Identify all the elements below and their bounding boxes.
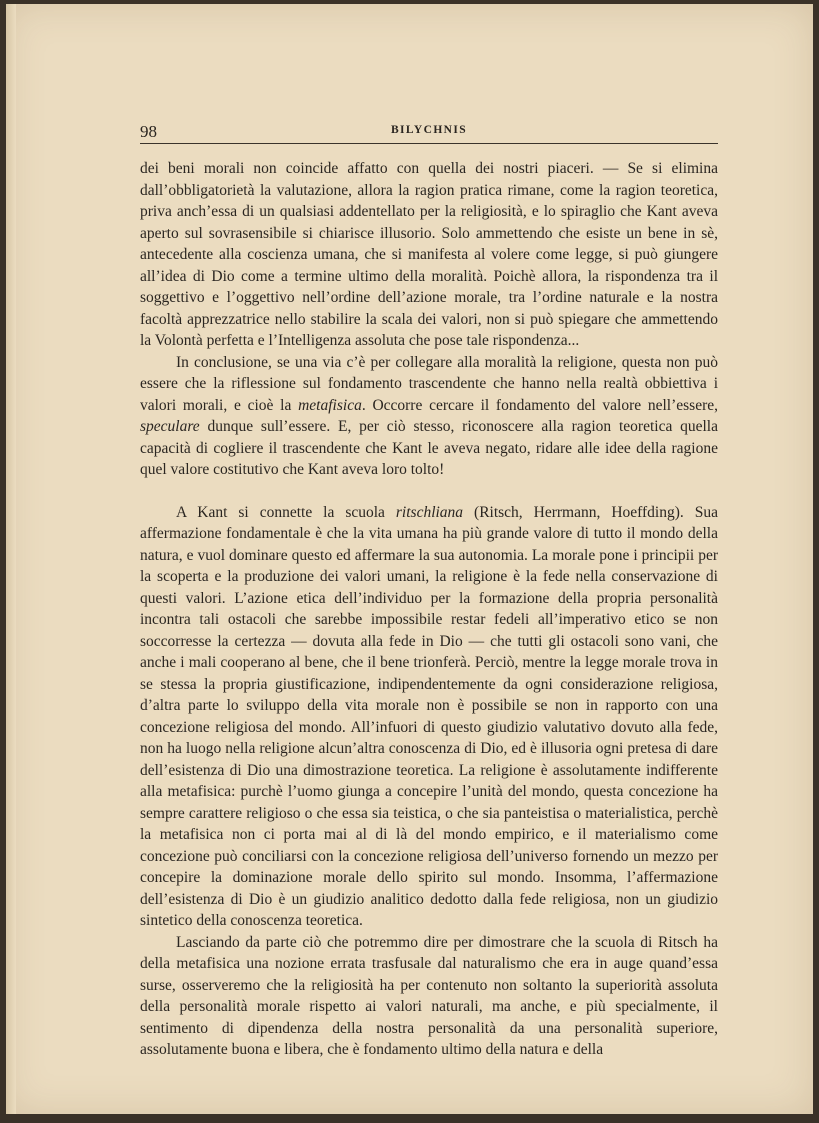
paragraph — [140, 932, 718, 1061]
text-run: (Ritsch, Herrmann, Hoeffding). Sua affermazione fondamentale è che la vita umana ha più grande valore di tutto il mondo della natura, e vuol dominare questo ed affermare la sua autonomia. La morale pone i principii per la scoperta e la produzione dei valori umani, la religione è la fede nella conservazione di questi valori. L’azione etica dell’individuo per la formazione della propria personalità incontra tali ostacoli che sarebbe impossibile restar fedeli all’imperativo etico se non soccorresse la certezza — dovuta alla fede in Dio — che tutti gli ostacoli sono vani, che anche i mali cooperano al bene, che il bene trionferà. Perciò, mentre la legge morale trova in se stessa la propria giustificazione, indipendentemente da ogni considerazione religiosa, d’altra parte lo sviluppo della vita morale non è possibile se non in rapporto con una concezione religiosa del mondo. All’infuori di questo giudizio valutativo dovuto alla fede, non ha luogo nella religione alcun’altra conoscenza di Dio, ed è illusoria ogni pretesa di dare dell’esistenza di Dio una dimostrazione teoretica. La religione è assolutamente indifferente alla metafisica: purchè l’uomo giunga a concepire l’unità del mondo, questa concezione ha sempre carattere religioso o che essa sia teistica, o che sia panteistisa o materialistica, perchè la metafisica non ci porta mai al di là del mondo empirico, e il materialismo come concezione può conciliarsi con la concezione religiosa dell’universo fornendo un mezzo per concepire la dominazione morale dello spirito sul mondo. Insomma, l’affermazione dell’esistenza di Dio è un giudizio analitico dedotto dalla fede religiosa, non un giudizio sintetico della conoscenza teoretica. — [140, 503, 718, 929]
text-run: dei beni morali non coincide affatto con quella dei nostri piaceri. — Se si elimina dall’obbligatorietà la valutazione, allora la ragion pratica rimane, come la ragion teoretica, priva anch’essa di un qualsiasi addentellato per la religiosità, e lo spiraglio che Kant aveva aperto sul sovrasensibile si chiarisce illusorio. Solo ammettendo che esiste un bene in sè, antecedente alla coscienza umana, che si manifesta al volere come legge, si può giungere all’idea di Dio come a termine ultimo della moralità. Poichè allora, la rispondenza tra il soggettivo e l’oggettivo nell’ordine dell’azione morale, tra l’ordine naturale e la nostra facoltà apprezzatrice nello stabilire la scala dei valori, non si può spiegare che ammettendo la Volontà perfetta e l’Intelligenza assoluta che pose tale rispondenza... — [140, 160, 718, 349]
page-header — [140, 122, 718, 144]
page-number: 98 — [140, 122, 157, 141]
italic-term: speculare — [140, 418, 200, 435]
text-run: In conclusione, se una via c’è per collegare alla moralità la religione, questa non può essere che la riflessione sul fondamento trascendente che hanno nella realtà obbiettiva i valori morali, e cioè la — [140, 353, 718, 414]
paragraph — [140, 352, 718, 481]
text-run: dunque sull’essere. E, per ciò stesso, riconoscere alla ragion teoretica quella capacità di cogliere il trascendente che Kant le aveva negato, ridare alle idee della ragione quel valore costitutivo che Kant aveva loro tolto! — [140, 418, 718, 478]
paragraph — [140, 502, 718, 932]
text-run: . Occorre cercare il fondamento del valore nell’essere, — [361, 396, 718, 414]
text-run: Lasciando da parte ciò che potremmo dire per dimostrare che la scuola di Ritsch ha della metafisica una nozione errata trasfusale dal naturalismo che era in auge quand’essa surse, osserveremo che la religiosità ha per contenuto non soltanto la superiorità assoluta della personalità morale rispetto ai valori naturali, ma anche, e più specialmente, il sentimento di dipendenza della nostra personalità da una personalità superiore, assolutamente buona e libera, che è fondamento ultimo della natura e della — [140, 933, 718, 1058]
body-text — [140, 158, 718, 1061]
italic-term: ritschliana — [395, 503, 464, 521]
text-run: A Kant si connette la scuola — [176, 503, 396, 521]
italic-term: metafisica — [298, 396, 362, 414]
page-spine-shadow — [6, 4, 16, 1114]
paragraph — [140, 158, 718, 352]
header-rule — [140, 143, 718, 144]
running-head: BILYCHNIS — [390, 124, 468, 136]
